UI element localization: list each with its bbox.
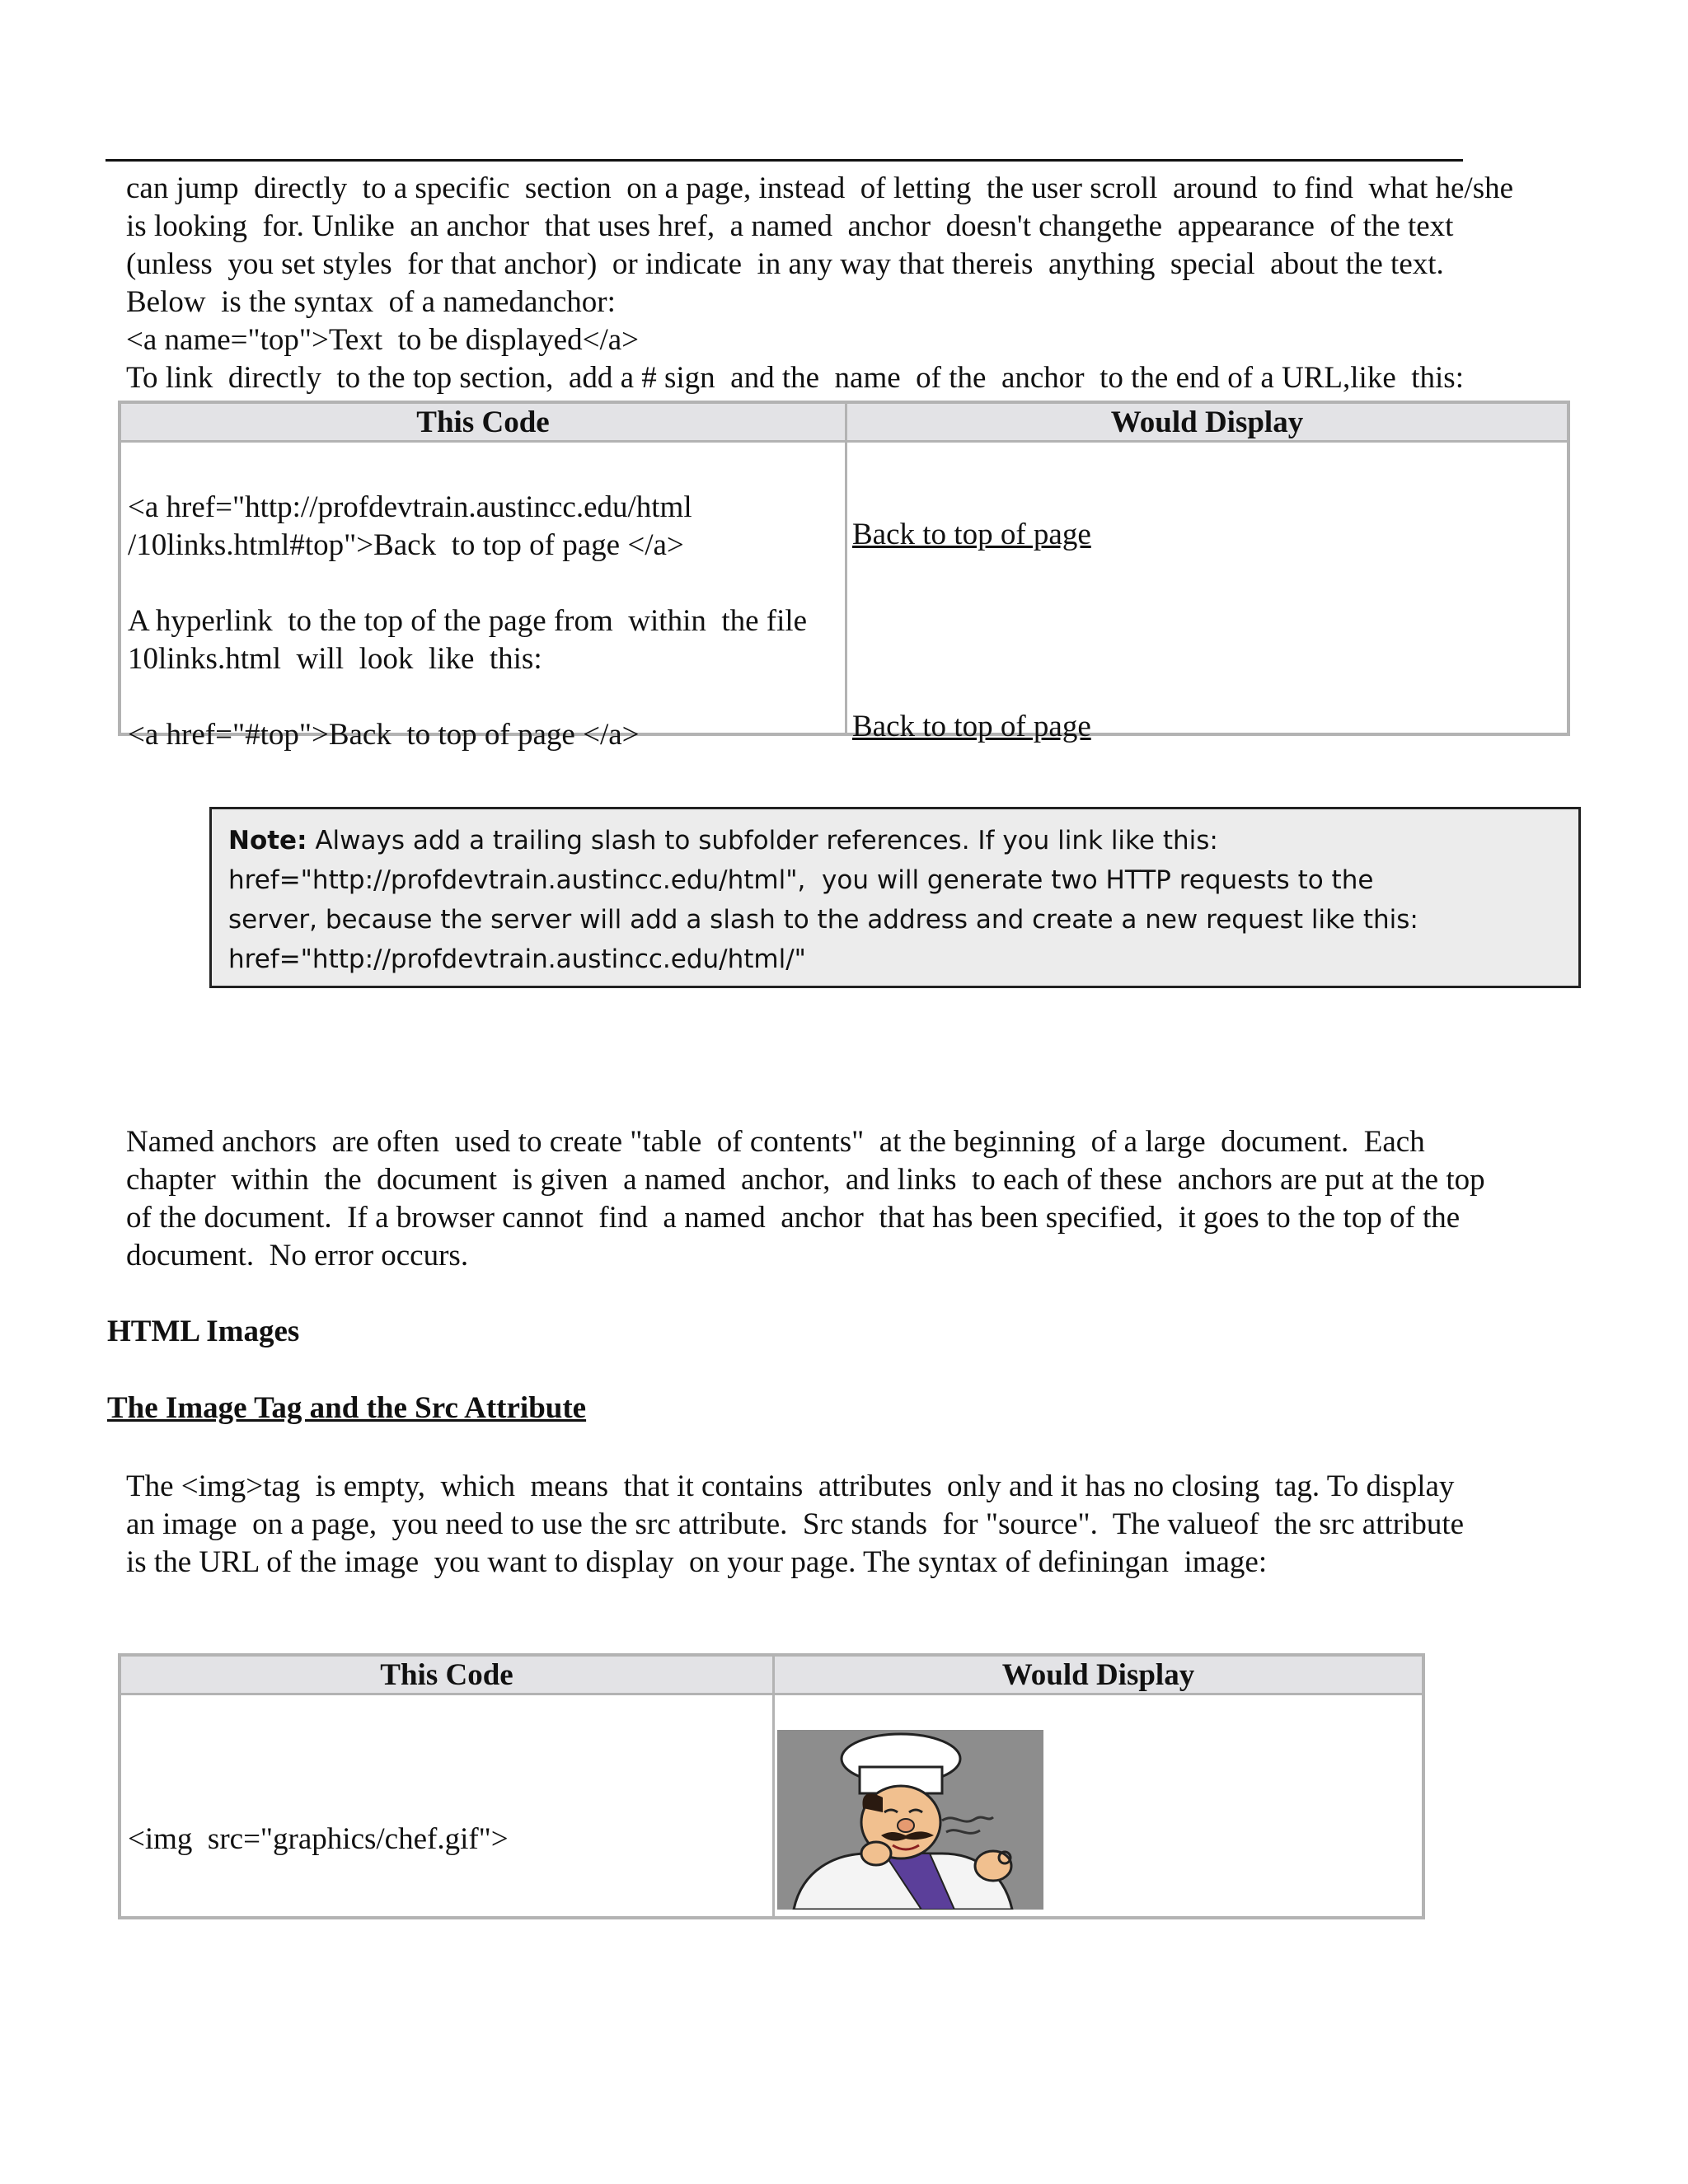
code-line: <a href="#top">Back to top of page </a> [128,718,640,752]
display-cell [847,443,1567,743]
description-line: 10links.html will look like this: [128,642,542,676]
intro-line: is looking for. Unlike an anchor that uses href, a named anchor doesn't changethe appearance of the text [126,209,1454,243]
note-label: Note: [228,826,307,855]
paragraph-line: an image on a page, you need to use the src attribute. Src stands for "source". The valueof the src attribute [126,1507,1465,1541]
description-line: A hyperlink to the top of the page from within the file [128,604,808,638]
section-heading: HTML Images [107,1315,300,1348]
code-line: <img src="graphics/chef.gif"> [128,1822,509,1856]
table-header-display: Would Display [847,404,1567,443]
paragraph-line: The <img>tag is empty, which means that it contains attributes only and it has no closing tag. To display [126,1469,1455,1503]
paragraph-line: document. No error occurs. [126,1239,469,1272]
paragraph-line: is the URL of the image you want to display on your page. The syntax of definingan image: [126,1545,1268,1579]
intro-line: To link directly to the top section, add a # sign and the name of the anchor to the end of a URL,like this: [126,361,1464,395]
code-cell [121,443,847,752]
anchor-example-table [118,401,1570,752]
intro-line: can jump directly to a specific section on a page, instead of letting the user scroll around to find what he/she [126,171,1514,205]
subsection-heading: The Image Tag and the Src Attribute [107,1391,587,1425]
note-line: server, because the server will add a slash to the address and create a new request like this: [228,905,1418,935]
image-example-table [118,1653,1425,1919]
paragraph-line: Named anchors are often used to create "table of contents" at the beginning of a large document. Each [126,1125,1425,1159]
note-text: Always add a trailing slash to subfolder references. If you link like this: [307,826,1218,855]
paragraph-line: chapter within the document is given a named anchor, and links to each of these anchors are put at the top [126,1163,1485,1197]
code-line: /10links.html#top">Back to top of page </a> [128,528,684,562]
img-paragraph [126,1468,1577,1582]
intro-line: Below is the syntax of a namedanchor: [126,285,616,319]
intro-line: (unless you set styles for that anchor) or indicate in any way that thereis anything special about the text. [126,247,1444,281]
table-header-code: This Code [121,404,847,443]
back-to-top-link[interactable]: Back to top of page [852,710,1091,743]
code-line: <a href="http://profdevtrain.austincc.edu/html [128,490,692,524]
top-rule [106,159,1463,162]
table-header-code: This Code [121,1657,775,1695]
intro-paragraph [126,170,1577,397]
code-cell [121,1695,775,1916]
table-header-display: Would Display [775,1657,1422,1695]
chef-image [777,1730,1043,1910]
paragraph-line: of the document. If a browser cannot find a named anchor that has been specified, it goes to the top of the [126,1201,1461,1235]
note-box [209,807,1581,988]
anchors-paragraph [126,1123,1577,1275]
note-line [228,821,1578,860]
note-line: href="http://profdevtrain.austincc.edu/html", you will generate two HTTP requests to the [228,865,1374,895]
note-line: href="http://profdevtrain.austincc.edu/html/" [228,944,806,974]
chef-illustration-icon [777,1730,1043,1910]
back-to-top-link[interactable]: Back to top of page [852,518,1091,551]
intro-line: <a name="top">Text to be displayed</a> [126,323,640,357]
